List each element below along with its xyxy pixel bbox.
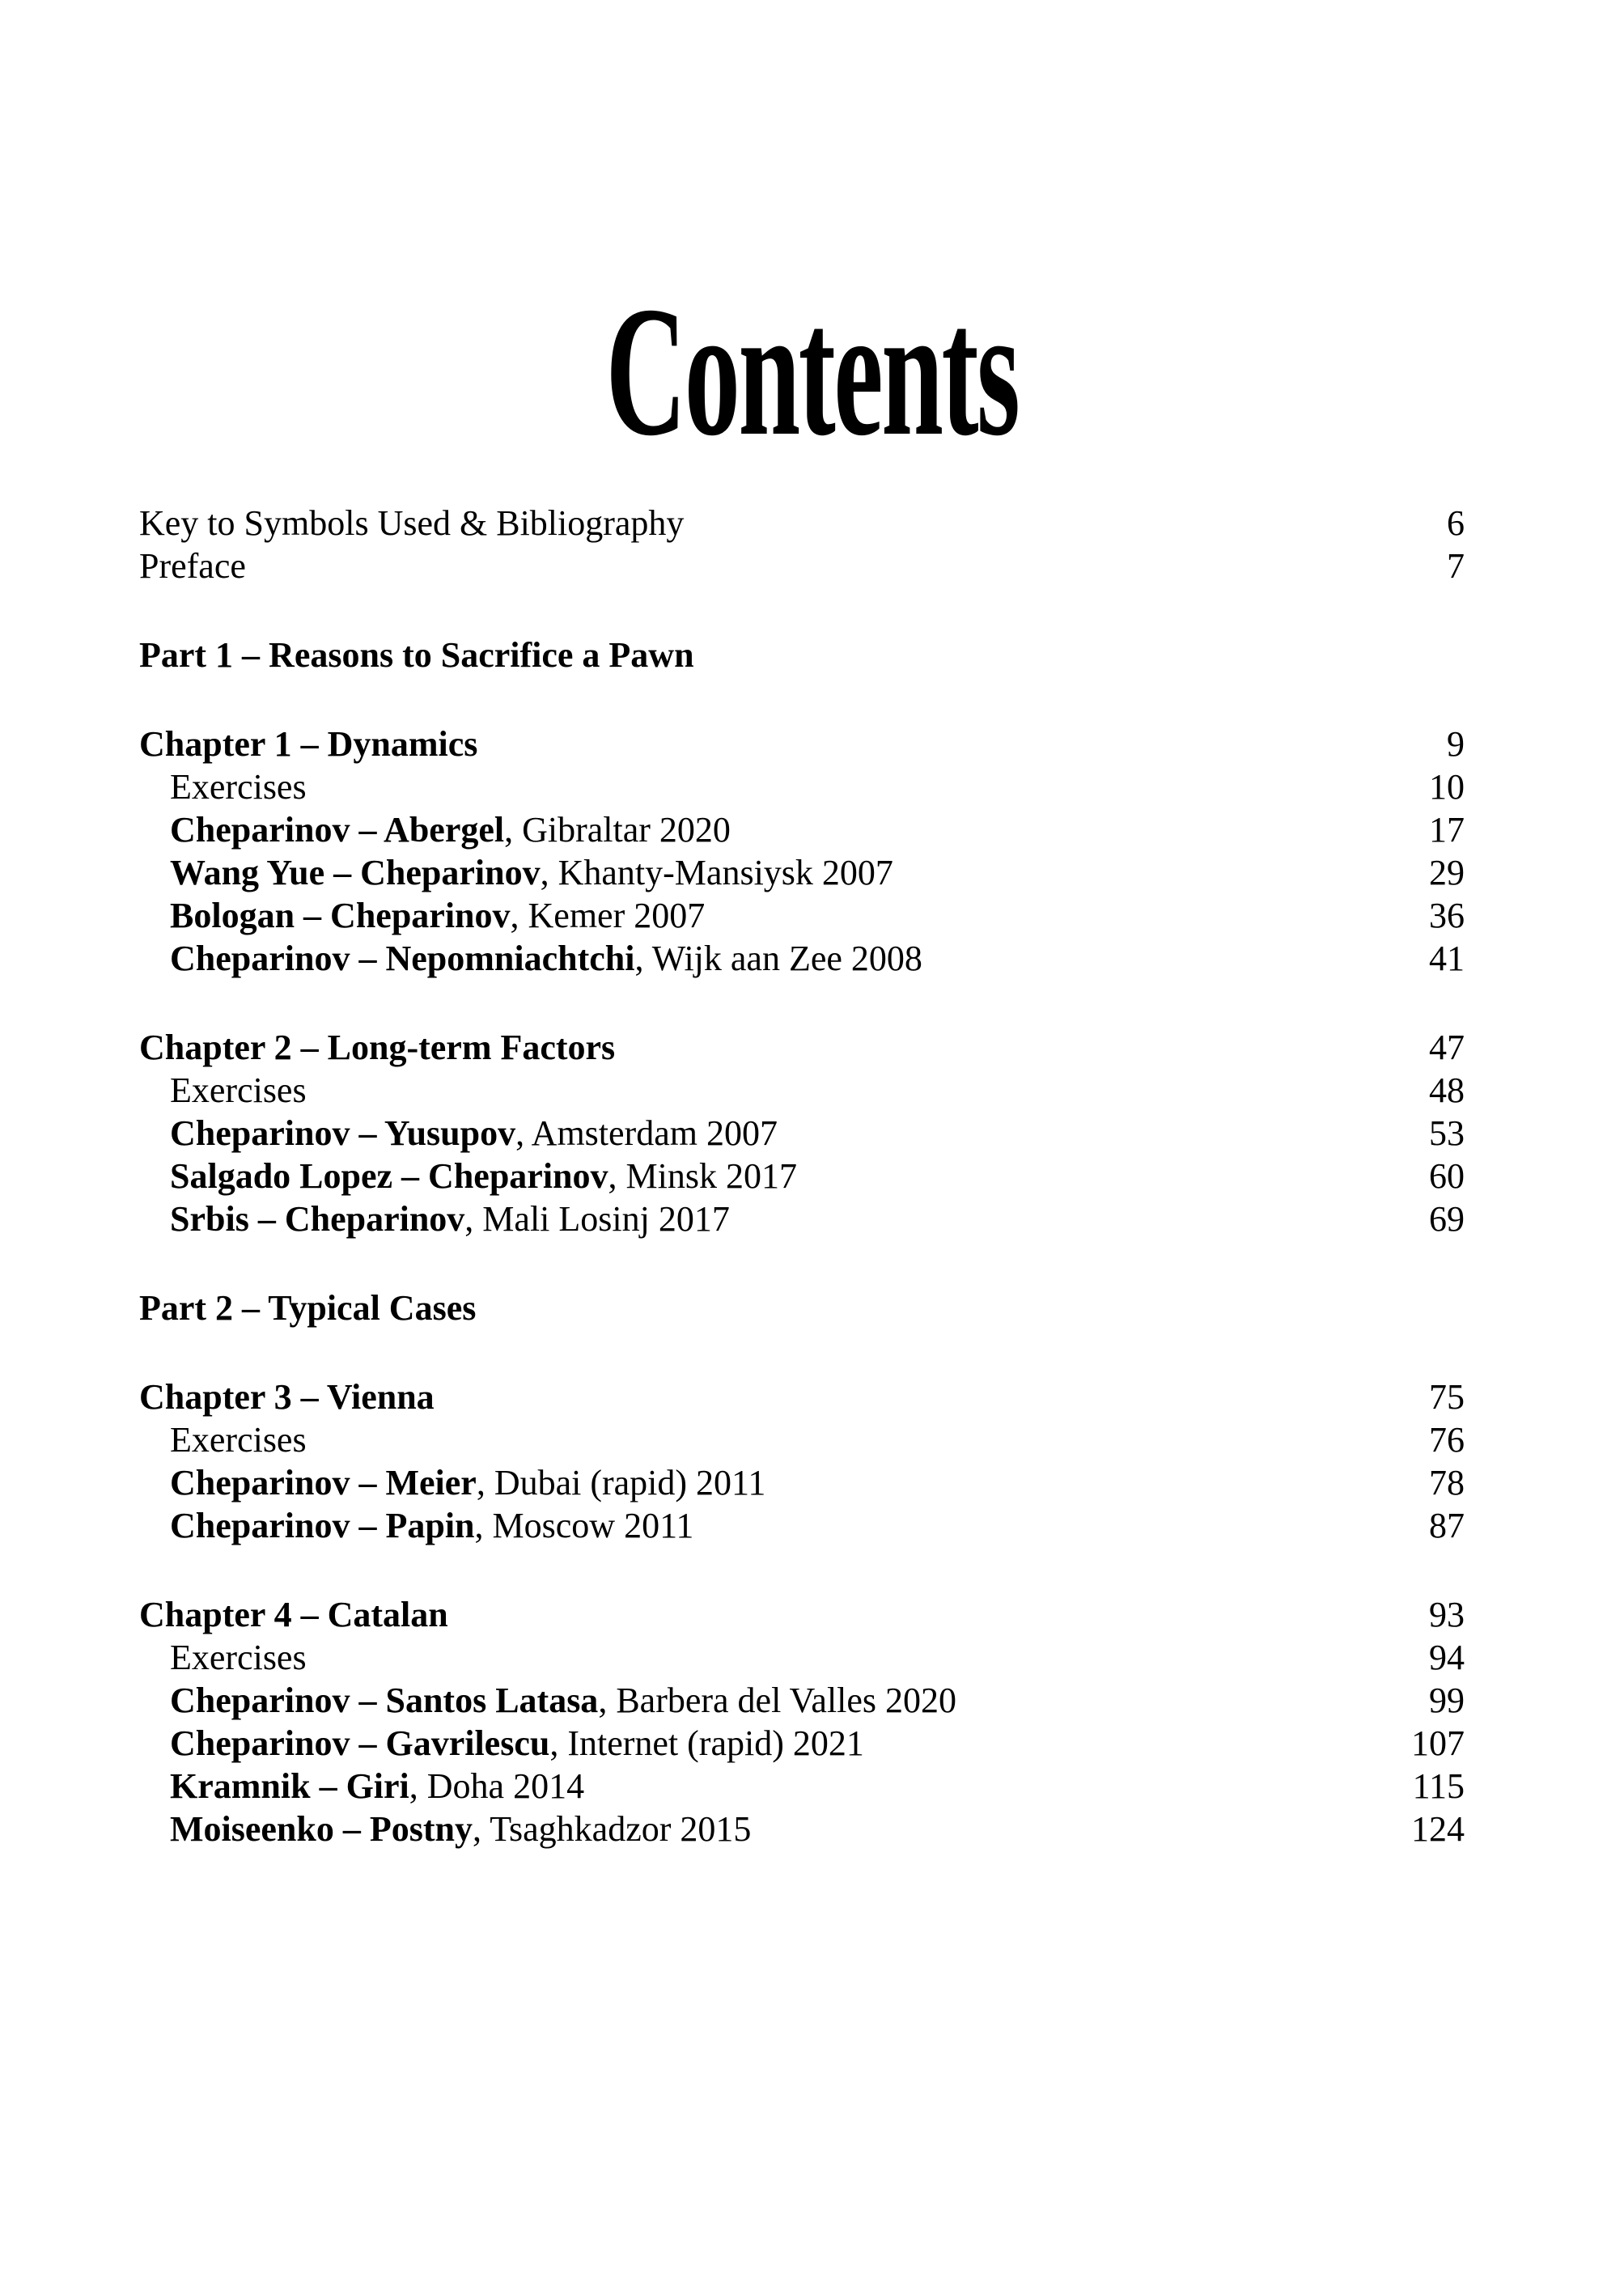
part-heading: Part 1 – Reasons to Sacrifice a Pawn	[139, 635, 694, 675]
page-number: 53	[1429, 1113, 1465, 1153]
page-number: 94	[1429, 1638, 1465, 1677]
game-venue: , Tsaghkadzor 2015	[473, 1809, 752, 1849]
game-venue: , Moscow 2011	[474, 1506, 694, 1545]
game-venue: , Doha 2014	[409, 1766, 585, 1806]
page-number: 107	[1411, 1723, 1465, 1763]
game-players: Srbis – Cheparinov	[170, 1199, 465, 1239]
toc-entry-row	[139, 1504, 1465, 1547]
page-number: 60	[1429, 1156, 1465, 1196]
game-venue: , Minsk 2017	[608, 1156, 797, 1196]
game-venue: , Barbera del Valles 2020	[598, 1681, 957, 1720]
game-players: Moiseenko – Postny	[170, 1809, 473, 1849]
row-label	[139, 1679, 956, 1722]
front-matter-row	[139, 502, 1465, 545]
entry-title: Exercises	[170, 1638, 307, 1677]
page-number: 69	[1429, 1199, 1465, 1239]
chapter-row	[139, 1593, 1465, 1636]
toc-entry-row	[139, 1765, 1465, 1808]
part-heading: Part 2 – Typical Cases	[139, 1288, 477, 1328]
entry-title: Exercises	[170, 767, 307, 807]
entry-title: Exercises	[170, 1070, 307, 1110]
row-label	[139, 723, 477, 765]
toc-entry-row	[139, 1722, 1465, 1765]
page-number: 41	[1429, 939, 1465, 978]
game-players: Cheparinov – Abergel	[170, 810, 505, 850]
row-label	[139, 1636, 307, 1679]
row-label	[139, 1461, 765, 1504]
page-number: 99	[1429, 1681, 1465, 1720]
row-label	[139, 1155, 797, 1197]
game-players: Wang Yue – Cheparinov	[170, 853, 541, 892]
row-label	[139, 765, 307, 808]
row-label	[139, 1418, 307, 1461]
page-number: 75	[1429, 1377, 1465, 1417]
game-players: Cheparinov – Santos Latasa	[170, 1681, 599, 1720]
game-players: Cheparinov – Nepomniachtchi	[170, 939, 635, 978]
toc-entry-row	[139, 1679, 1465, 1722]
toc-entry-row	[139, 1197, 1465, 1240]
toc-entry-row	[139, 894, 1465, 937]
toc-entry-row	[139, 1155, 1465, 1197]
row-label	[139, 1722, 864, 1765]
page-number: 87	[1429, 1506, 1465, 1545]
chapter-title: Chapter 3 – Vienna	[139, 1377, 435, 1417]
page-number: 124	[1411, 1809, 1465, 1849]
page-number: 115	[1412, 1766, 1465, 1806]
row-label	[139, 1026, 615, 1069]
row-label	[139, 1375, 435, 1418]
page-number: 17	[1429, 810, 1465, 850]
page-number: 47	[1429, 1028, 1465, 1067]
table-of-contents	[139, 502, 1465, 1850]
game-venue: , Khanty-Mansiysk 2007	[540, 853, 893, 892]
game-players: Cheparinov – Papin	[170, 1506, 475, 1545]
page-number: 7	[1447, 546, 1465, 586]
row-label	[139, 545, 246, 587]
page-number: 93	[1429, 1595, 1465, 1634]
row-label	[139, 1197, 730, 1240]
toc-entry-row	[139, 1461, 1465, 1504]
page-number: 9	[1447, 724, 1465, 764]
page-number: 29	[1429, 853, 1465, 892]
toc-entry-row	[139, 1069, 1465, 1112]
entry-title: Key to Symbols Used & Bibliography	[139, 503, 685, 543]
chapter-title: Chapter 1 – Dynamics	[139, 724, 478, 764]
page-number: 48	[1429, 1070, 1465, 1110]
page-number: 10	[1429, 767, 1465, 807]
game-players: Kramnik – Giri	[170, 1766, 409, 1806]
game-venue: , Kemer 2007	[510, 896, 706, 935]
game-players: Bologan – Cheparinov	[170, 896, 511, 935]
page-title: Contents	[605, 268, 1019, 475]
row-label	[139, 851, 893, 894]
game-venue: , Amsterdam 2007	[515, 1113, 778, 1153]
game-venue: , Mali Losinj 2017	[464, 1199, 730, 1239]
row-label	[139, 1593, 448, 1636]
chapter-row	[139, 1026, 1465, 1069]
game-venue: , Wijk aan Zee 2008	[634, 939, 922, 978]
row-label	[139, 937, 922, 980]
row-label	[139, 808, 731, 851]
chapter-row	[139, 1375, 1465, 1418]
toc-entry-row	[139, 937, 1465, 980]
row-label	[139, 502, 684, 545]
toc-entry-row	[139, 1418, 1465, 1461]
row-label	[139, 1504, 693, 1547]
toc-entry-row	[139, 1636, 1465, 1679]
game-players: Cheparinov – Meier	[170, 1463, 477, 1503]
row-label	[139, 1112, 778, 1155]
row-label	[139, 1808, 751, 1850]
chapter-row	[139, 723, 1465, 765]
toc-entry-row	[139, 851, 1465, 894]
game-venue: , Gibraltar 2020	[504, 810, 731, 850]
toc-entry-row	[139, 765, 1465, 808]
row-label	[139, 894, 705, 937]
entry-title: Preface	[139, 546, 246, 586]
game-players: Salgado Lopez – Cheparinov	[170, 1156, 608, 1196]
entry-title: Exercises	[170, 1420, 307, 1460]
toc-entry-row	[139, 1112, 1465, 1155]
game-venue: , Dubai (rapid) 2011	[476, 1463, 766, 1503]
game-players: Cheparinov – Yusupov	[170, 1113, 516, 1153]
page-number: 36	[1429, 896, 1465, 935]
page-number: 76	[1429, 1420, 1465, 1460]
row-label	[139, 1765, 584, 1808]
chapter-title: Chapter 4 – Catalan	[139, 1595, 448, 1634]
toc-entry-row	[139, 1808, 1465, 1850]
row-label	[139, 1069, 307, 1112]
toc-entry-row	[139, 808, 1465, 851]
chapter-title: Chapter 2 – Long-term Factors	[139, 1028, 616, 1067]
game-venue: , Internet (rapid) 2021	[549, 1723, 864, 1763]
front-matter-row	[139, 545, 1465, 587]
page-number: 6	[1447, 503, 1465, 543]
page-number: 78	[1429, 1463, 1465, 1503]
game-players: Cheparinov – Gavrilescu	[170, 1723, 550, 1763]
